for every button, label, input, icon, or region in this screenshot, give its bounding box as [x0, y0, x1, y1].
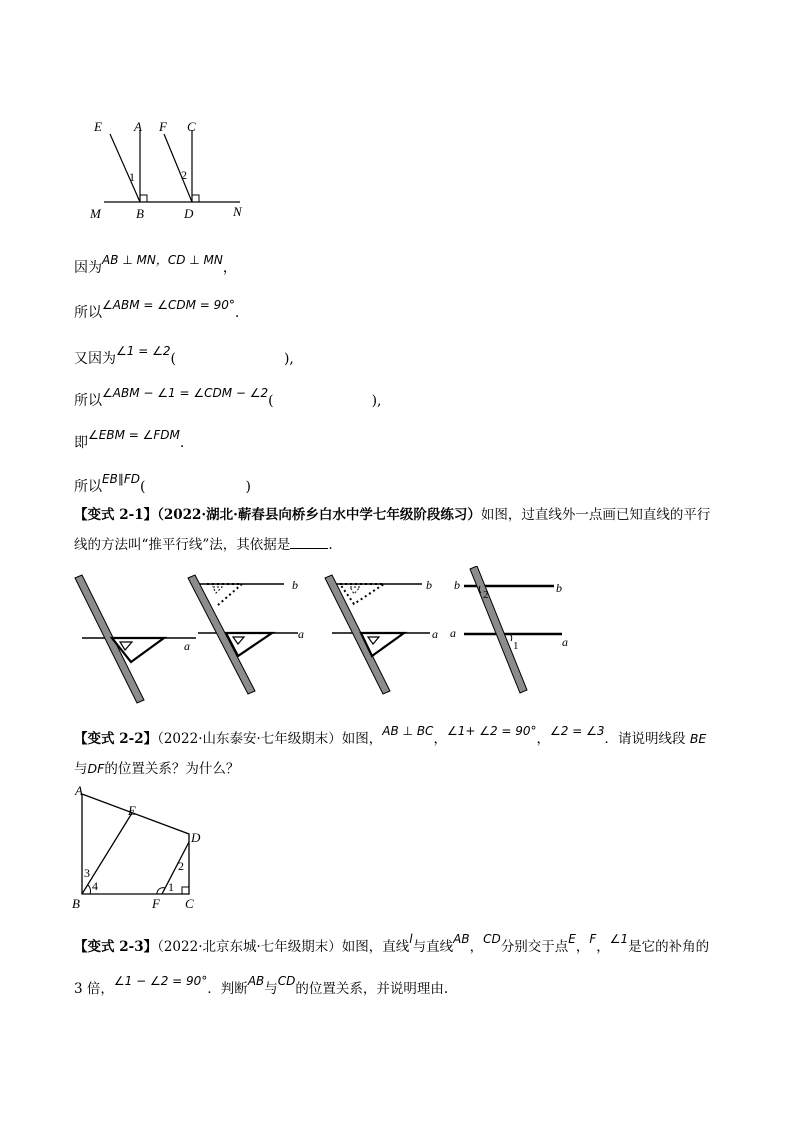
segment-be: [82, 813, 132, 894]
proof-line-5: 即∠EBM = ∠FDM.: [74, 428, 185, 451]
label-a: A: [134, 119, 142, 134]
variant-2-3: 【变式 2-3】（2022·北京东城·七年级期末）如图，直线l与直线AB，CD分别交于点E，F，∠1是它的补角的 3 倍，∠1 − ∠2 = 90°．判断AB与CD的位置关系，并说明理由.: [74, 932, 710, 997]
svg-text:b: b: [426, 578, 432, 592]
label-angle-1: 1: [129, 170, 135, 184]
right-angle-c: [182, 887, 189, 894]
line-fd: [164, 134, 192, 202]
label-angle-1: 1: [168, 880, 174, 894]
p1-label-a: a: [184, 639, 190, 653]
label-angle-2: 2: [181, 168, 187, 182]
label-m: M: [90, 206, 101, 221]
p4-angle-2: 2: [483, 589, 489, 601]
svg-text:a: a: [562, 635, 568, 649]
proof-line-4: 所以∠ABM − ∠1 = ∠CDM − ∠2( ),: [74, 386, 382, 409]
proof-line-1: 因为AB ⊥ MN，CD ⊥ MN，: [74, 253, 237, 276]
svg-text:b: b: [292, 578, 298, 592]
proof-line-3: 又因为∠1 = ∠2( ),: [74, 344, 294, 367]
proof-line-6: 所以EB∥FD( ): [74, 472, 251, 495]
label-a: A: [75, 783, 83, 798]
figure-perpendicular-lines: [84, 112, 254, 222]
right-angle-mark-d: [192, 195, 199, 202]
label-angle-3: 3: [84, 866, 90, 880]
svg-text:b: b: [556, 581, 562, 595]
svg-text:b: b: [454, 578, 460, 592]
line-eb: [110, 134, 140, 202]
svg-text:a: a: [432, 627, 438, 641]
figure-push-parallel: [70, 566, 590, 706]
label-angle-2: 2: [178, 859, 184, 873]
label-f: F: [152, 896, 160, 911]
label-f: F: [159, 119, 167, 134]
svg-text:a: a: [450, 626, 456, 640]
p3-ruler: [325, 575, 390, 694]
label-d: D: [191, 830, 201, 845]
p4-angle-1: 1: [513, 640, 519, 652]
figure-quadrilateral: [70, 782, 220, 912]
label-e: E: [94, 119, 102, 134]
segment-fd: [162, 842, 189, 894]
answer-blank[interactable]: [290, 536, 328, 549]
label-b: B: [72, 896, 80, 911]
label-e: E: [128, 803, 136, 818]
p2-ruler: [188, 575, 255, 694]
variant-2-2: 【变式 2-2】（2022·山东泰安·七年级期末）如图，AB ⊥ BC，∠1+ ∠2 = 90°，∠2 = ∠3．请说明线段 BE 与DF的位置关系？为什么？: [74, 724, 707, 777]
label-b: B: [136, 206, 144, 221]
label-d: D: [184, 206, 194, 221]
variant-2-1: 【变式 2-1】（2022·湖北·蕲春县向桥乡白水中学七年级阶段练习）如图，过直线外一点画已知直线的平行 线的方法叫“推平行线”法，其依据是 .: [74, 507, 711, 553]
label-angle-4: 4: [92, 879, 98, 893]
label-c: C: [185, 896, 194, 911]
right-angle-mark-b: [140, 195, 147, 202]
label-c: C: [187, 119, 196, 134]
label-n: N: [233, 204, 242, 219]
svg-text:a: a: [298, 627, 304, 641]
proof-line-2: 所以∠ABM = ∠CDM = 90°.: [74, 298, 240, 321]
